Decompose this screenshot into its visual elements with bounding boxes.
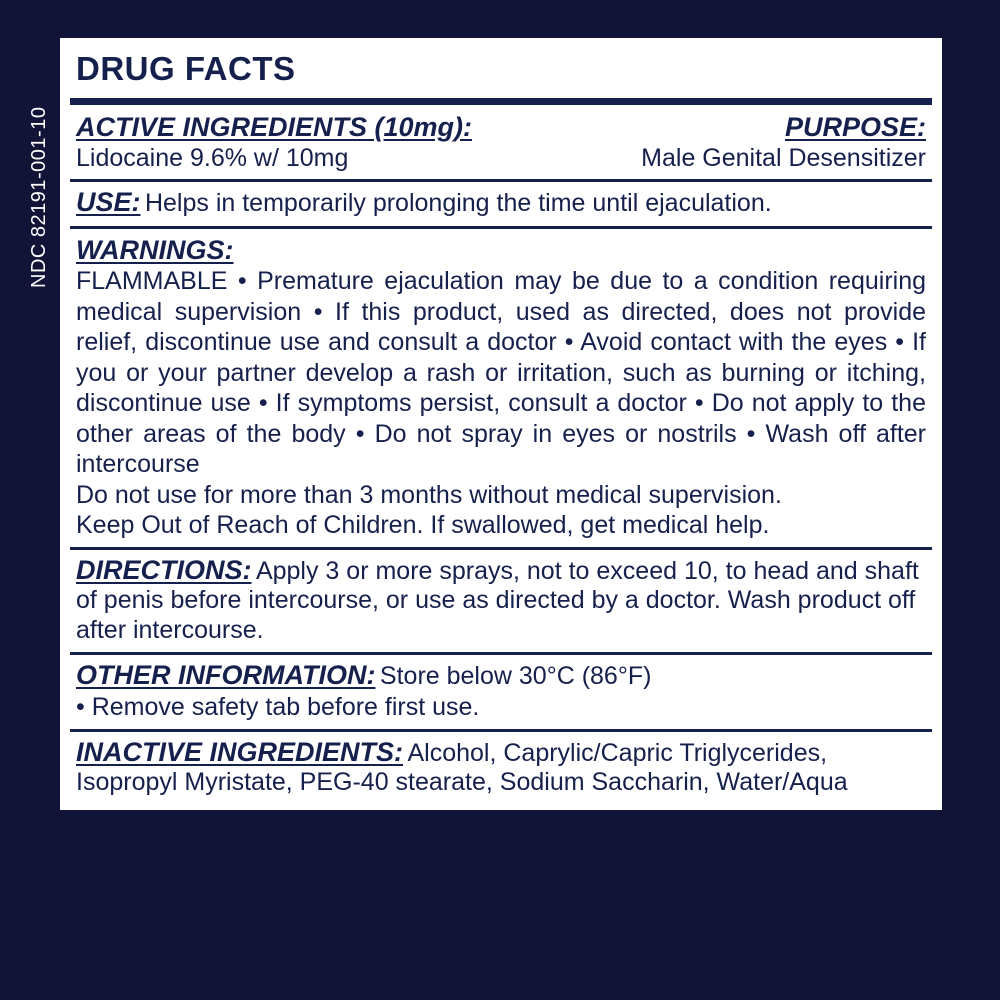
use-section bbox=[60, 182, 942, 226]
other-information-section bbox=[60, 655, 942, 729]
directions-value: Apply 3 or more sprays, not to exceed 10, to head and shaft of penis before intercourse, or use as directed by a doctor. Wash product off after intercourse. bbox=[76, 556, 919, 644]
warnings-body: FLAMMABLE • Premature ejaculation may be due to a condition requiring medical supervision • If this product, used as directed, does not provide relief, discontinue use and consult a doctor • Avoid contact with the eyes • If you or your partner develop a rash or irritation, such as burning or itching, discontinue use • If symptoms persist, consult a doctor • Do not apply to the other areas of the body • Do not spray in eyes or nostrils • Wash off after intercourse bbox=[76, 267, 926, 479]
purpose-heading: PURPOSE: bbox=[784, 112, 926, 142]
inactive-ingredients-heading: INACTIVE INGREDIENTS: bbox=[76, 736, 404, 767]
active-ingredients-heading: ACTIVE INGREDIENTS (10mg): bbox=[76, 112, 473, 142]
warnings-duration-line: Do not use for more than 3 months without medical supervision. bbox=[76, 480, 782, 509]
purpose-value: Male Genital Desensitizer bbox=[641, 144, 926, 173]
warnings-section bbox=[60, 229, 942, 547]
directions-heading: DIRECTIONS: bbox=[76, 554, 252, 585]
other-information-value: Store below 30°C (86°F) bbox=[379, 662, 652, 691]
purpose-block bbox=[586, 111, 926, 173]
warnings-heading: WARNINGS: bbox=[76, 234, 234, 265]
other-information-bullet: • Remove safety tab before first use. bbox=[76, 692, 480, 721]
active-ingredients-block bbox=[76, 111, 569, 173]
ndc-code: NDC 82191-001-10 bbox=[28, 106, 50, 288]
other-information-heading: OTHER INFORMATION: bbox=[76, 660, 376, 691]
use-heading: USE: bbox=[76, 187, 141, 218]
warnings-keep-out-of-reach: Keep Out of Reach of Children. If swallowed, get medical help. bbox=[76, 510, 770, 539]
divider-thick-top bbox=[70, 98, 932, 105]
inactive-ingredients-section bbox=[60, 732, 942, 810]
active-ingredients-purpose-row bbox=[60, 105, 942, 179]
drug-facts-panel bbox=[60, 38, 942, 810]
use-value: Helps in temporarily prolonging the time until ejaculation. bbox=[144, 189, 772, 218]
page-title: DRUG FACTS bbox=[76, 50, 296, 87]
active-ingredients-value: Lidocaine 9.6% w/ 10mg bbox=[76, 144, 349, 173]
inactive-ingredients-value: Alcohol, Caprylic/Capric Triglycerides, Isopropyl Myristate, PEG-40 stearate, Sodium Saccharin, Water/Aqua bbox=[76, 738, 848, 797]
directions-section bbox=[60, 550, 942, 653]
